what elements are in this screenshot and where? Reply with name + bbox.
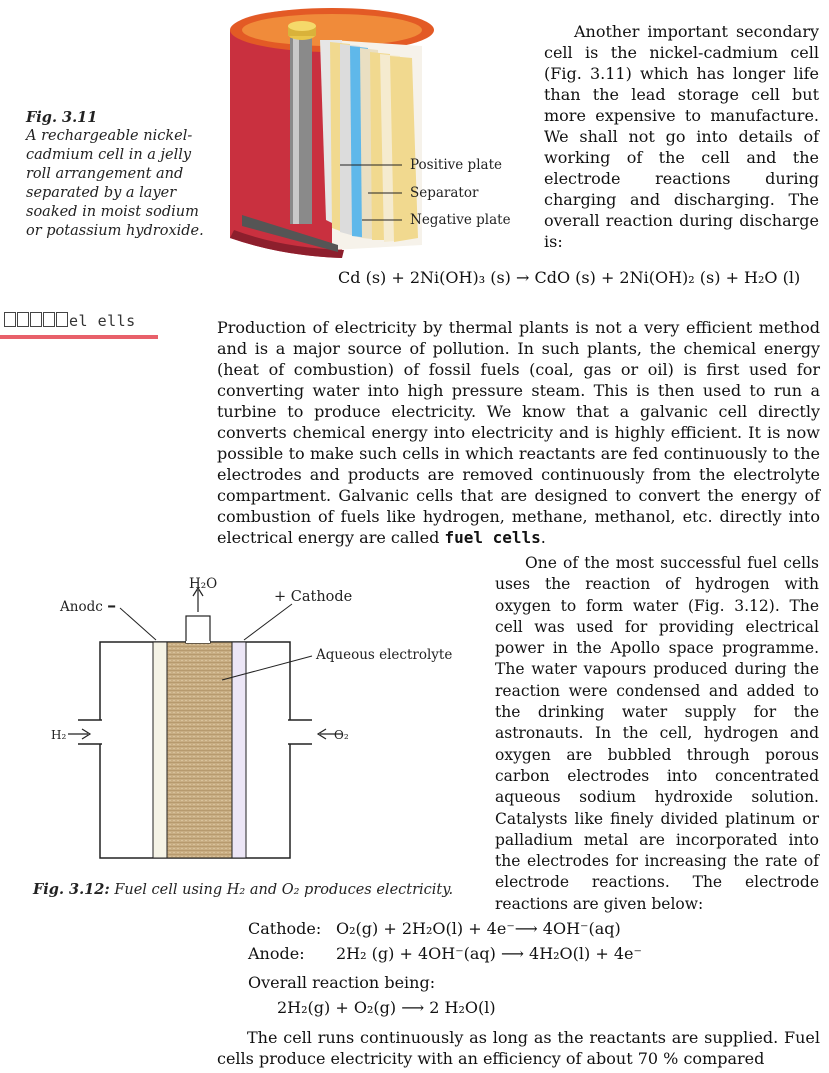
apollo-text: One of the most successful fuel cells uses the reaction of hydrogen with oxygen to form water (Fig. 3.12). The cell was used for providing electrical power in the Apollo space programme. The water vapours produced during the reaction were condensed and added to the drinking water supply for the astronauts. In the cell, hydrogen and oxygen are bubbled through porous carbon electrodes into concentrated aqueous sodium hydroxide solution. Catalysts like finely divided platinum or palladium metal are incorporated into the electrodes for increasing the rate of electrode reactions. The electrode reactions are given below:	[495, 554, 819, 913]
anode-reaction-equation: 2H₂ (g) + 4OH⁻(aq) ⟶ 4H₂O(l) + 4e⁻	[336, 944, 642, 963]
fuel-cells-paragraph	[217, 317, 820, 548]
fig-3-12-caption-text: Fuel cell using H₂ and O₂ produces electricity.	[114, 882, 454, 898]
heading-glyph-box	[56, 312, 68, 327]
separator-label: Separator	[410, 185, 479, 201]
fig-3-11-number: Fig. 3.11	[26, 109, 98, 126]
section-heading	[4, 312, 136, 330]
electrolyte-label: Aqueous electrolyte	[316, 647, 453, 663]
overall-reaction-label: Overall reaction being:	[248, 973, 436, 992]
o2-inlet-label: O₂	[334, 728, 349, 742]
h2-inlet-label: H₂	[51, 728, 67, 742]
anode-label	[60, 595, 116, 616]
cathode-reaction-equation: O₂(g) + 2H₂O(l) + 4e⁻⟶ 4OH⁻(aq)	[336, 919, 621, 938]
water-outlet-label: H₂O	[189, 576, 218, 592]
fuel-cells-period: .	[540, 528, 546, 547]
heading-glyph-box	[4, 312, 16, 327]
heading-glyph-box	[43, 312, 55, 327]
fig-3-12-number: Fig. 3.12:	[33, 881, 110, 898]
anode-reaction-row	[248, 944, 642, 963]
negative-plate-label: Negative plate	[410, 212, 511, 228]
fuel-cells-term: fuel cells	[444, 528, 541, 547]
fig-3-12-caption	[33, 880, 483, 900]
heading-glyph-box	[30, 312, 42, 327]
anode-minus-sign: –	[107, 595, 117, 616]
cathode-reaction-row	[248, 919, 621, 938]
cathode-reaction-label: Cathode:	[248, 919, 322, 938]
nicad-intro-paragraph	[544, 21, 819, 252]
section-heading-text: el ells	[69, 312, 136, 330]
closing-paragraph	[217, 1027, 820, 1069]
overall-reaction-equation: 2H₂(g) + O₂(g) ⟶ 2 H₂O(l)	[277, 998, 496, 1017]
closing-text: The cell runs continuously as long as the reactants are supplied. Fuel cells produce electricity with an efficiency of about 70 % compared	[217, 1028, 820, 1068]
heading-glyph-box	[17, 312, 29, 327]
apollo-paragraph	[495, 553, 819, 915]
anode-reaction-label: Anode:	[248, 944, 305, 963]
section-rule	[0, 335, 158, 339]
fig-3-11-caption: A rechargeable nickel-cadmium cell in a jelly roll arrangement and separated by a layer soaked in moist sodium or potassium hydroxide.	[26, 128, 204, 239]
nicad-overall-reaction: Cd (s) + 2Ni(OH)₃ (s) → CdO (s) + 2Ni(OH)₂ (s) + H₂O (l)	[338, 268, 801, 287]
nicad-intro-text: Another important secondary cell is the nickel-cadmium cell (Fig. 3.11) which has longer life than the lead storage cell but more expensive to manufacture. We shall not go into details of working of the cell and the electrode reactions during charging and discharging. The overall reaction during discharge is:	[544, 22, 819, 251]
anode-text: Anodc	[60, 599, 103, 615]
positive-plate-label: Positive plate	[410, 157, 502, 173]
cathode-label: + Cathode	[274, 589, 353, 605]
fig-3-11-caption-block	[26, 108, 206, 241]
fuel-cells-text: Production of electricity by thermal plants is not a very efficient method and is a major source of pollution. In such plants, the chemical energy (heat of combustion) of fossil fuels (coal, gas or oil) is first used for converting water into high pressure steam. This is then used to run a turbine to produce electricity. We know that a galvanic cell directly converts chemical energy into electricity and is highly efficient. It is now possible to make such cells in which reactants are fed continuously to the electrodes and products are removed continuously from the electrolyte compartment. Galvanic cells that are designed to convert the energy of combustion of fuels like hydrogen, methane, methanol, etc. directly into electrical energy are called	[217, 318, 820, 547]
